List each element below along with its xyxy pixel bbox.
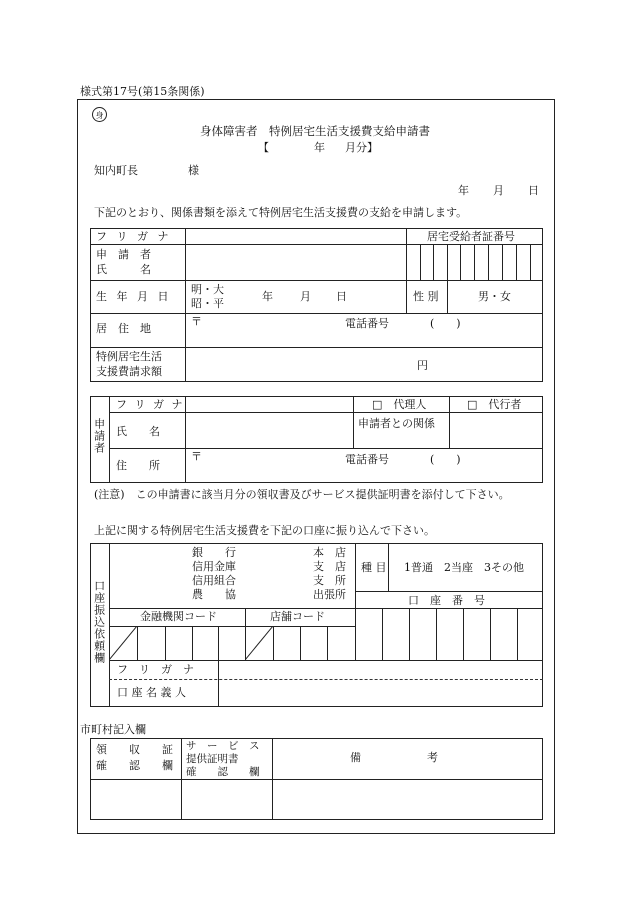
account-type-options: 1普通 2当座 3その他 [404, 561, 524, 574]
transfer-intro: 上記に関する特例居宅生活支援費を下記の口座に振り込んで下さい。 [94, 524, 435, 537]
period-open: 【 [258, 141, 269, 154]
person-phone-parens: ( ) [430, 453, 461, 466]
agent-checkbox[interactable]: □ 代理人 [372, 398, 427, 411]
address-phone-label: 電話番号 [345, 317, 389, 330]
intro-text: 下記のとおり、関係書類を添えて特例居宅生活支援費の支給を申請します。 [94, 206, 468, 219]
amount-label-1: 特例居宅生活 [96, 350, 162, 363]
person-furigana-label: フ リ ガ ナ [116, 398, 185, 411]
person-address-label: 住 所 [116, 459, 160, 472]
person-postal: 〒 [191, 450, 202, 463]
applicant-name-label-1: 申 請 者 [96, 248, 151, 261]
birth-day: 日 [336, 290, 347, 303]
person-phone-label: 電話番号 [345, 453, 389, 466]
disability-mark-icon: 身 [92, 107, 107, 122]
address-phone-parens: ( ) [430, 317, 461, 330]
bank-type-0: 銀 行 [192, 546, 236, 559]
form-title: 身体障害者 特例居宅生活支援費支給申請書 [200, 124, 430, 138]
applicant-name-label-2: 氏 名 [96, 263, 151, 276]
branch-code-label: 店舗コード [270, 610, 325, 623]
branch-type-1: 支 店 [313, 560, 346, 573]
period-year: 年 [314, 141, 325, 154]
municipal-title: 市町村記入欄 [80, 723, 146, 736]
bank-type-2: 信用組合 [192, 574, 236, 587]
bank-side-label: 口座振込依頼欄 [92, 580, 106, 664]
receipt-label-2: 確 認 欄 [96, 759, 173, 772]
date-year: 年 [458, 184, 469, 197]
date-month: 月 [493, 184, 504, 197]
applicant-furigana-label: フ リ ガ ナ [96, 230, 172, 243]
era-line-1: 明・大 [191, 283, 224, 296]
date-day: 日 [528, 184, 539, 197]
branch-type-0: 本 店 [313, 546, 346, 559]
birthdate-label: 生 年 月 日 [96, 290, 172, 303]
proxy-checkbox[interactable]: □ 代行者 [467, 398, 522, 411]
account-holder-label: 口 座 名 義 人 [117, 686, 186, 699]
receipt-label-1: 領 収 証 [96, 743, 173, 756]
addressee-name: 知内町長 [94, 164, 138, 177]
account-number-label: 口 座 番 号 [408, 594, 485, 607]
branch-type-2: 支 所 [313, 574, 346, 587]
addressee-honorific: 様 [188, 164, 199, 177]
cert-number-label: 居宅受給者証番号 [427, 230, 515, 243]
gender-options: 男・女 [478, 290, 511, 303]
gender-label: 性 別 [413, 290, 439, 303]
bank-code-slash [109, 626, 137, 660]
address-label: 居 住 地 [96, 322, 151, 335]
bank-type-3: 農 協 [192, 588, 236, 601]
era-line-2: 昭・平 [191, 297, 224, 310]
account-type-label: 種 目 [361, 561, 387, 574]
bank-type-1: 信用金庫 [192, 560, 236, 573]
period-month: 月分】 [345, 141, 378, 154]
service-label-3: 確 認 欄 [186, 766, 260, 778]
remarks-label: 備 考 [350, 751, 438, 764]
person-name-label: 氏 名 [116, 425, 160, 438]
birth-month: 月 [300, 290, 311, 303]
relation-label: 申請者との関係 [358, 417, 435, 430]
amount-label-2: 支援費請求額 [96, 365, 162, 378]
branch-code-slash [245, 626, 273, 660]
bank-furigana-label: フ リ ガ ナ [117, 663, 194, 676]
service-label-1: サ ー ビ ス [186, 740, 260, 752]
service-label-2: 提供証明書 [186, 753, 239, 765]
birth-year: 年 [262, 290, 273, 303]
address-postal: 〒 [191, 315, 202, 328]
amount-yen: 円 [417, 359, 428, 372]
applicant-person-side-label: 申請者 [92, 418, 106, 454]
note-text: (注意) この申請書に該当月分の領収書及びサービス提供証明書を添付して下さい。 [94, 488, 510, 501]
branch-type-3: 出張所 [313, 588, 346, 601]
form-number: 様式第17号(第15条関係) [80, 85, 205, 98]
bank-code-label: 金融機関コード [140, 610, 217, 623]
